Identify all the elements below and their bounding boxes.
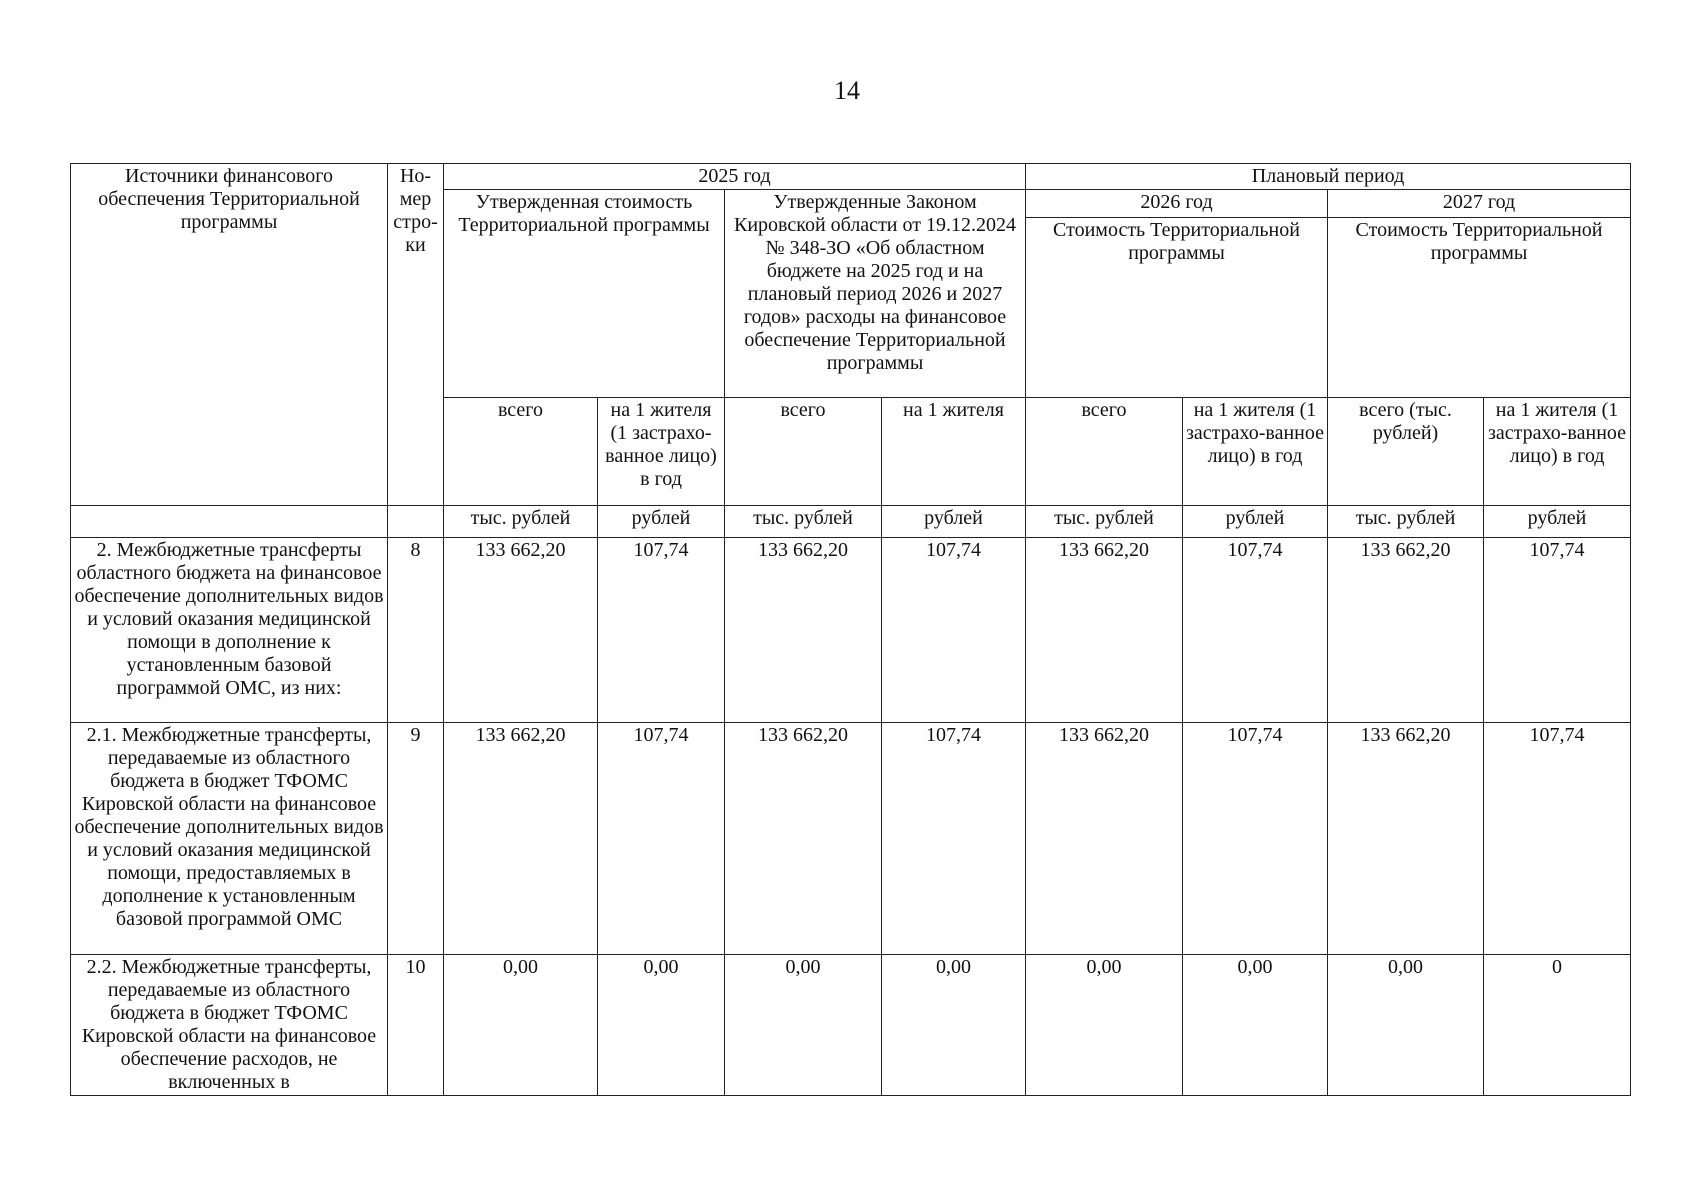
header-cost-2026: Стоимость Территориальной программы	[1026, 218, 1328, 398]
table-row	[71, 955, 1631, 1096]
row-value: 107,74	[598, 723, 725, 955]
row-value: 107,74	[598, 538, 725, 723]
row-value: 107,74	[1484, 538, 1631, 723]
subheader-per-resident: на 1 жителя	[882, 398, 1026, 506]
row-value: 0,00	[1026, 955, 1183, 1096]
row-value: 0,00	[882, 955, 1026, 1096]
row-value: 133 662,20	[1328, 538, 1484, 723]
subheader-per-resident: на 1 жителя (1 застрахо-ванное лицо) в год	[598, 398, 725, 506]
row-value: 133 662,20	[444, 723, 598, 955]
unit-cell: рублей	[598, 506, 725, 538]
table-row	[71, 723, 1631, 955]
unit-cell: рублей	[1183, 506, 1328, 538]
row-source: 2. Межбюджетные трансферты областного бюджета на финансовое обеспечение дополнительных видов и условий оказания медицинской помощи в дополнение к установленным базовой программой ОМС, из них:	[71, 538, 388, 723]
units-spacer	[71, 506, 388, 538]
header-approved-law: Утвержденные Законом Кировской области от 19.12.2024 № 348-ЗО «Об областном бюджете на 2025 год и на плановый период 2026 и 2027 годов» расходы на финансовое обеспечение Территориальной программы	[725, 190, 1026, 398]
row-value: 107,74	[1183, 723, 1328, 955]
row-value: 133 662,20	[1026, 723, 1183, 955]
page-number: 14	[834, 76, 860, 105]
unit-cell: тыс. рублей	[444, 506, 598, 538]
row-value: 0,00	[598, 955, 725, 1096]
row-value: 133 662,20	[725, 723, 882, 955]
row-value: 107,74	[1484, 723, 1631, 955]
row-value: 107,74	[882, 723, 1026, 955]
row-source: 2.2. Межбюджетные трансферты, передаваемые из областного бюджета в бюджет ТФОМС Кировской области на финансовое обеспечение расходов, не включенных в	[71, 955, 388, 1096]
unit-cell: тыс. рублей	[1328, 506, 1484, 538]
row-value: 133 662,20	[725, 538, 882, 723]
header-source: Источники финансового обеспечения Территориальной программы	[71, 164, 388, 506]
row-value: 107,74	[882, 538, 1026, 723]
header-row-number: Но-мер стро-ки	[388, 164, 444, 506]
unit-cell: рублей	[1484, 506, 1631, 538]
row-source: 2.1. Межбюджетные трансферты, передаваемые из областного бюджета в бюджет ТФОМС Кировской области на финансовое обеспечение дополнительных видов и условий оказания медицинской помощи, предоставляемых в дополнение к установленным базовой программой ОМС	[71, 723, 388, 955]
unit-cell: тыс. рублей	[1026, 506, 1183, 538]
subheader-per-resident: на 1 жителя (1 застрахо-ванное лицо) в год	[1484, 398, 1631, 506]
row-value: 0,00	[444, 955, 598, 1096]
row-value: 0	[1484, 955, 1631, 1096]
row-number: 10	[388, 955, 444, 1096]
header-year-2027: 2027 год	[1328, 190, 1631, 218]
subheader-total: всего (тыс. рублей)	[1328, 398, 1484, 506]
subheader-per-resident: на 1 жителя (1 застрахо-ванное лицо) в год	[1183, 398, 1328, 506]
unit-cell: тыс. рублей	[725, 506, 882, 538]
row-value: 0,00	[725, 955, 882, 1096]
row-number: 8	[388, 538, 444, 723]
header-approved-cost: Утвержденная стоимость Территориальной программы	[444, 190, 725, 398]
header-cost-2027: Стоимость Территориальной программы	[1328, 218, 1631, 398]
header-year-2026: 2026 год	[1026, 190, 1328, 218]
row-value: 107,74	[1183, 538, 1328, 723]
row-value: 133 662,20	[444, 538, 598, 723]
header-planning-period: Плановый период	[1026, 164, 1631, 190]
row-value: 133 662,20	[1328, 723, 1484, 955]
row-value: 133 662,20	[1026, 538, 1183, 723]
financing-table	[70, 163, 1631, 1096]
subheader-total: всего	[444, 398, 598, 506]
row-value: 0,00	[1183, 955, 1328, 1096]
subheader-total: всего	[1026, 398, 1183, 506]
header-year-2025: 2025 год	[444, 164, 1026, 190]
row-value: 0,00	[1328, 955, 1484, 1096]
table-row	[71, 538, 1631, 723]
row-number: 9	[388, 723, 444, 955]
subheader-total: всего	[725, 398, 882, 506]
units-spacer	[388, 506, 444, 538]
unit-cell: рублей	[882, 506, 1026, 538]
